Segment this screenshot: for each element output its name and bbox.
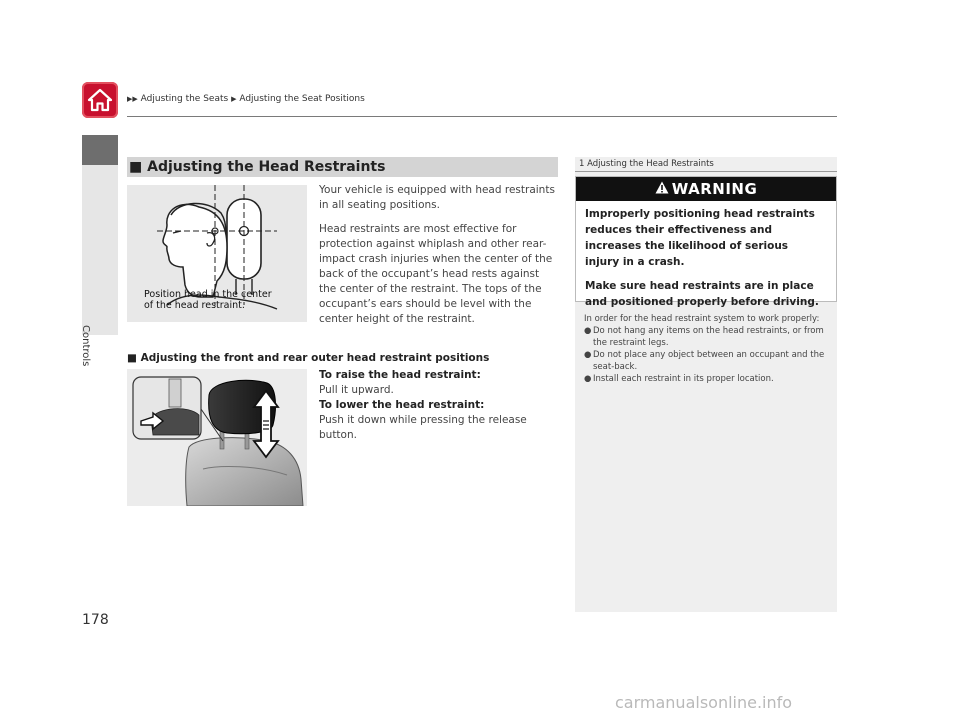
list-item: ● Do not place any object between an occupant and the seat-back.: [584, 350, 825, 372]
raise-title: To raise the head restraint:: [319, 369, 481, 381]
warning-header: [576, 177, 836, 201]
section-header: [127, 157, 558, 177]
head-position-figure: [127, 185, 307, 322]
bullet-icon: ●: [584, 374, 592, 384]
warning-paragraph: Make sure head restraints are in place and positioned properly before driving.: [585, 280, 819, 308]
sidebar-label: Controls: [80, 325, 91, 367]
side-note-body: [584, 313, 829, 385]
breadcrumb-item-seat-positions[interactable]: Adjusting the Seat Positions: [239, 94, 365, 104]
header-divider: [127, 116, 837, 117]
lower-title: To lower the head restraint:: [319, 399, 485, 411]
lower-text: Push it down while pressing the release button.: [319, 414, 527, 441]
list-item: ● Do not hang any items on the head restraints, or from the restraint legs.: [584, 326, 824, 348]
warning-text: [585, 206, 825, 318]
side-note-divider: [575, 171, 837, 172]
breadcrumb-arrow-icon: ▶▶: [127, 95, 138, 103]
bullet-icon: ●: [584, 350, 592, 360]
headrest-seat-illustration: [127, 369, 307, 506]
list-item: ● Install each restraint in its proper location.: [584, 374, 774, 384]
figure-caption: Position head in the center of the head restraint.: [144, 289, 272, 311]
raise-text: Pull it upward.: [319, 384, 394, 396]
side-note-panel: [575, 157, 837, 612]
warning-label: WARNING: [671, 180, 758, 198]
section-body: [319, 183, 559, 336]
note-ref-icon: 1: [579, 159, 585, 169]
bullet-icon: ●: [584, 326, 592, 336]
home-icon: [87, 88, 113, 112]
page-number: 178: [82, 612, 109, 628]
warning-box: [575, 176, 837, 308]
breadcrumb-item-seats[interactable]: Adjusting the Seats: [140, 94, 229, 104]
headrest-adjust-figure: [127, 369, 307, 506]
warning-triangle-icon: [655, 180, 669, 198]
side-note-intro: In order for the head restraint system to work properly:: [584, 314, 820, 324]
adjust-instructions: [319, 368, 559, 443]
section-square-icon: ■: [129, 159, 143, 175]
warning-paragraph: Improperly positioning head restraints reduces their effectiveness and increases the likelihood of serious injury in a crash.: [585, 208, 815, 268]
body-paragraph: Head restraints are most effective for protection against whiplash and other rear-impact crash injuries when the center of the back of the occupant’s head rests against the center of the restraint. The tops of the occupant’s ears should be level with the center height of the restraint.: [319, 223, 553, 325]
sidebar-tab[interactable]: [82, 135, 118, 335]
body-paragraph: Your vehicle is equipped with head restraints in all seating positions.: [319, 184, 555, 211]
subsection-title: ■ Adjusting the front and rear outer head restraint positions: [127, 352, 490, 364]
breadcrumb-arrow-icon: ▶: [231, 95, 237, 103]
watermark: carmanualsonline.info: [615, 693, 793, 712]
side-note-list: [584, 325, 829, 385]
side-note-title: 1 Adjusting the Head Restraints: [579, 159, 714, 169]
home-button[interactable]: [82, 82, 118, 118]
breadcrumb: [127, 94, 365, 104]
section-title: Adjusting the Head Restraints: [147, 159, 386, 175]
subsection-square-icon: ■: [127, 352, 137, 364]
